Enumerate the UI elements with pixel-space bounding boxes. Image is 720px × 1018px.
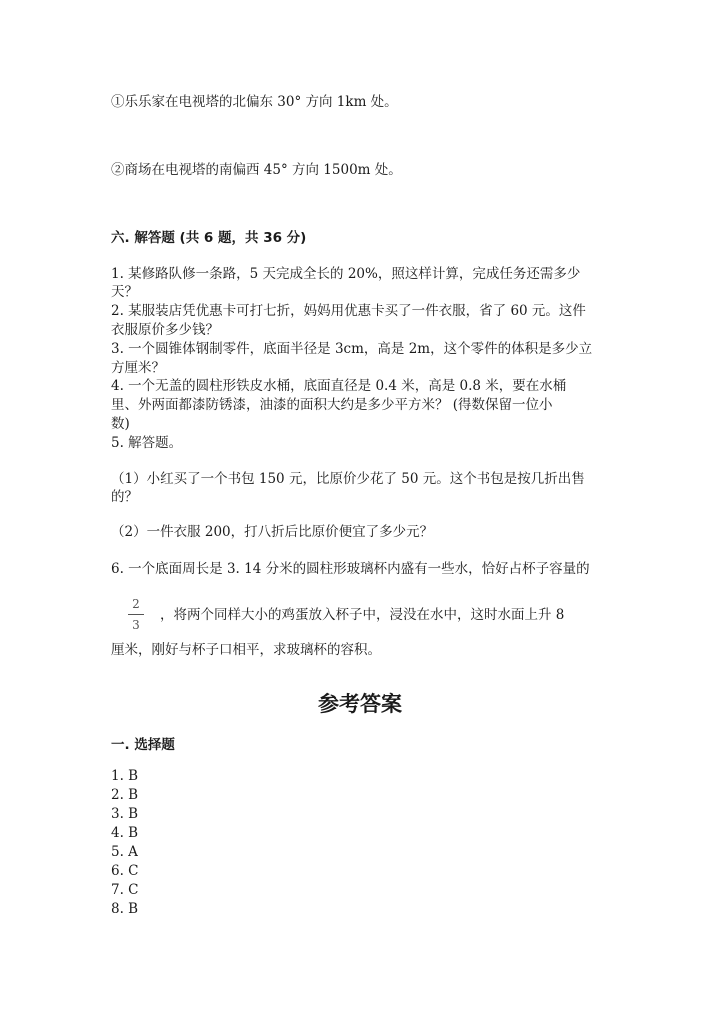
answer-item: 5. A [111, 844, 138, 860]
question-5: 5. 解答题。 [111, 435, 183, 451]
question-1-line-2: 天？ [111, 284, 138, 300]
answer-item: 1. B [111, 768, 139, 784]
fraction-numerator: 2 [132, 597, 140, 611]
answer-item: 2. B [111, 787, 139, 803]
question-5-2: （2）一件衣服 200，打八折后比原价便宜了多少元？ [111, 524, 434, 540]
question-3-line-1: 3. 一个圆锥体钢制零件，底面半径是 3cm，高是 2m，这个零件的体积是多少立 [111, 341, 593, 357]
question-1-line-1: 1. 某修路队修一条路，5 天完成全长的 20%，照这样计算，完成任务还需多少 [111, 266, 581, 282]
fraction-denominator: 3 [132, 618, 140, 632]
section-6-heading: 六. 解答题 (共 6 题，共 36 分) [111, 230, 307, 246]
location-1: ①乐乐家在电视塔的北偏东 30° 方向 1km 处。 [111, 94, 398, 110]
question-5-1-line-1: （1）小红买了一个书包 150 元，比原价少花了 50 元。这个书包是按几折出售 [111, 471, 585, 487]
fraction [128, 596, 144, 633]
location-2: ②商场在电视塔的南偏西 45° 方向 1500m 处。 [111, 162, 402, 178]
answer-item: 8. B [111, 901, 139, 917]
question-6-line-1: 6. 一个底面周长是 3. 14 分米的圆柱形玻璃杯内盛有一些水，恰好占杯子容量的 [111, 561, 590, 577]
fraction-bar [128, 614, 144, 615]
question-4-line-2: 里、外两面都漆防锈漆，油漆的面积大约是多少平方米？ (得数保留一位小 [111, 397, 553, 413]
question-2-line-1: 2. 某服装店凭优惠卡可打七折，妈妈用优惠卡买了一件衣服，省了 60 元。这件 [111, 303, 586, 319]
question-4-line-1: 4. 一个无盖的圆柱形铁皮水桶，底面直径是 0.4 米，高是 0.8 米，要在水桶 [111, 378, 567, 394]
answer-item: 4. B [111, 825, 139, 841]
question-5-1-line-2: 的？ [111, 489, 138, 505]
answers-title: 参考答案 [318, 692, 402, 716]
question-4-line-3: 数) [111, 416, 130, 432]
question-6-line-3: 厘米，刚好与杯子口相平，求玻璃杯的容积。 [111, 642, 381, 658]
answers-section-1-heading: 一. 选择题 [111, 737, 175, 753]
answer-item: 3. B [111, 806, 139, 822]
answer-item: 6. C [111, 863, 139, 879]
question-3-line-2: 方厘米？ [111, 360, 165, 376]
question-2-line-2: 衣服原价多少钱？ [111, 322, 219, 338]
question-6-line-2: ，将两个同样大小的鸡蛋放入杯子中，浸没在水中，这时水面上升 8 [160, 607, 565, 623]
answer-item: 7. C [111, 882, 139, 898]
